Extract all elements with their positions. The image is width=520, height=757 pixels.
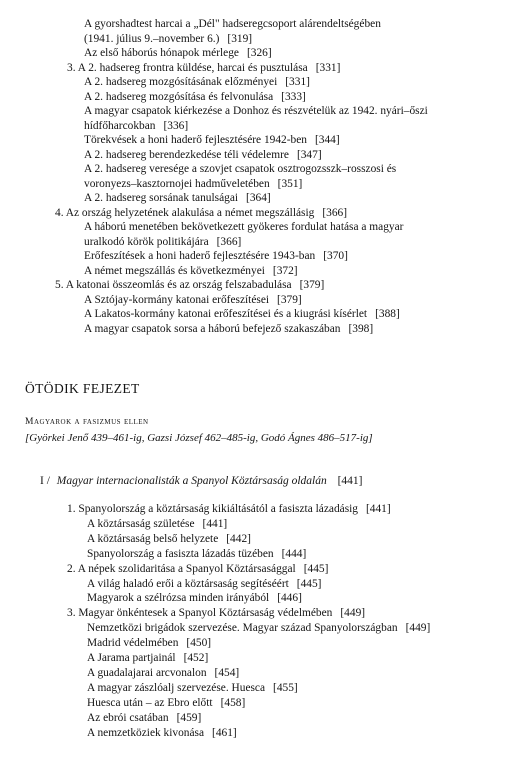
toc-entry-text: Huesca után – az Ebro előtt: [87, 696, 213, 709]
toc-entry-text: A gyorshadtest harcai a „Dél" hadseregcsoport alárendeltségében: [84, 18, 381, 30]
toc-entry: [84, 18, 389, 31]
toc-entry-page: [398]: [348, 322, 374, 335]
toc-entry-text: A német megszállás és következményei: [84, 264, 265, 277]
toc-entry: [67, 503, 391, 516]
toc-entry-text: voronyezs–kasztornojei hadműveletében: [84, 177, 270, 190]
toc-entry: [55, 207, 347, 220]
toc-entry-text: Erőfeszítések a honi haderő fejlesztésére 1943-ban: [84, 250, 316, 262]
chapter-subheading: Magyarok a fasizmus ellen: [25, 417, 149, 427]
toc-entry-page: [366]: [216, 235, 242, 248]
toc-entry: [87, 622, 430, 635]
toc-entry-text: A háború menetében bekövetkezett gyökeres fordulat hatása a magyar: [84, 221, 404, 233]
toc-entry: [84, 265, 298, 278]
toc-entry: [84, 149, 322, 162]
toc-entry: [84, 120, 188, 133]
toc-entry: [84, 134, 340, 147]
toc-entry-page: [445]: [296, 577, 322, 590]
toc-entry-page: [459]: [176, 711, 202, 724]
toc-entry-text: A köztársaság születése: [87, 517, 195, 530]
toc-entry-page: [319]: [227, 32, 253, 45]
toc-entry-text: A 2. hadsereg berendezkedése téli védelemre: [84, 148, 289, 161]
toc-entry-page: [331]: [285, 76, 310, 88]
toc-entry-page: [347]: [296, 148, 322, 161]
toc-entry-page: [344]: [314, 134, 340, 146]
toc-entry: [67, 607, 365, 620]
toc-entry-text: Madrid védelmében: [87, 637, 179, 650]
toc-entry: [87, 578, 321, 591]
toc-entry-text: Nemzetközi brigádok szervezése. Magyar század Spanyolországban: [87, 622, 398, 635]
toc-entry-text: A nemzetköziek kivonása: [87, 726, 205, 739]
toc-entry: [87, 637, 211, 650]
toc-entry: [87, 592, 302, 605]
toc-entry-page: [366]: [322, 206, 348, 219]
toc-entry-page: [370]: [323, 250, 348, 262]
toc-entry-text: A 2. hadsereg mozgósítása és felvonulása: [84, 90, 274, 103]
toc-entry-page: [333]: [281, 90, 306, 103]
toc-entry-text: 3. A 2. hadsereg frontra küldése, harcai és pusztulása: [67, 61, 308, 74]
toc-entry: [84, 294, 302, 307]
toc-entry-text: A magyar csapatok kiérkezése a Donhoz és részvételük az 1942. nyári–őszi: [84, 105, 428, 117]
toc-entry-text: 2. A népek szolidaritása a Spanyol Köztársasággal: [67, 562, 296, 575]
toc-entry-page: [461]: [212, 726, 237, 739]
toc-entry: [87, 727, 237, 740]
toc-entry-text: Az ebrói csatában: [87, 711, 169, 724]
chapter-heading: ÖTÖDIK FEJEZET: [25, 381, 140, 396]
toc-entry-text: 1. Spanyolország a köztársaság kikiáltásától a fasiszta lázadásig: [67, 503, 358, 515]
toc-entry-text: Törekvések a honi haderő fejlesztésére 1942-ben: [84, 134, 307, 146]
toc-entry-page: [449]: [405, 622, 431, 635]
toc-entry: [87, 533, 251, 546]
toc-entry: [87, 697, 245, 710]
toc-entry-text: A 2. hadsereg mozgósításának előzményei: [84, 76, 278, 88]
toc-entry-text: A guadalajarai arcvonalon: [87, 666, 207, 679]
toc-entry-text: A Jarama partjainál: [87, 652, 176, 664]
toc-entry: [87, 518, 227, 531]
toc-entry: [67, 563, 328, 576]
toc-entry-page: [455]: [273, 681, 298, 694]
toc-entry: [84, 178, 302, 191]
toc-entry-text: 3. Magyar önkéntesek a Spanyol Köztársaság védelmében: [67, 607, 333, 620]
toc-entry-text: Magyarok a szélrózsa minden irányából: [87, 592, 270, 605]
toc-entry: [87, 712, 201, 725]
part-title: [40, 475, 363, 487]
toc-entry-text: A 2. hadsereg sorsának tanulságai: [84, 192, 239, 204]
toc-entry-page: [351]: [277, 177, 303, 190]
toc-entry: [84, 91, 306, 104]
toc-entry-text: A világ haladó erői a köztársaság segítéséért: [87, 577, 289, 590]
toc-entry-page: [458]: [220, 696, 246, 709]
toc-entry-page: [441]: [366, 503, 391, 515]
part-title-text: Magyar internacionalisták a Spanyol Köztársaság oldalán: [56, 475, 327, 487]
toc-entry-page: [336]: [163, 119, 189, 132]
toc-entry-page: [446]: [277, 592, 302, 605]
toc-entry: [84, 323, 373, 336]
toc-entry-text: hídfőharcokban: [84, 119, 156, 132]
part-page-ref: [441]: [337, 475, 363, 487]
toc-entry: [55, 279, 324, 292]
toc-entry: [87, 652, 208, 665]
toc-entry-page: [372]: [272, 264, 298, 277]
toc-entry-page: [442]: [226, 532, 251, 545]
toc-entry-page: [441]: [202, 517, 228, 530]
toc-entry: [87, 548, 306, 561]
toc-entry-page: [444]: [281, 547, 307, 560]
chapter-authors: [Györkei Jenő 439–461-ig, Gazsi József 462–485-ig, Godó Ágnes 486–517-ig]: [25, 432, 373, 444]
toc-entry-page: [454]: [214, 666, 240, 679]
toc-entry-text: Spanyolország a fasiszta lázadás tüzében: [87, 547, 274, 560]
toc-entry: [87, 667, 239, 680]
toc-entry-text: uralkodó körök politikájára: [84, 235, 209, 248]
toc-entry: [84, 47, 272, 60]
toc-entry: [84, 250, 348, 263]
toc-entry: [67, 62, 340, 75]
toc-entry: [84, 105, 436, 118]
toc-entry-page: [331]: [315, 61, 341, 74]
toc-entry-text: Az első háborús hónapok mérlege: [84, 47, 239, 59]
toc-entry-text: A magyar zászlóalj szervezése. Huesca: [87, 681, 266, 694]
toc-entry: [84, 236, 241, 249]
toc-entry-page: [326]: [247, 47, 272, 59]
toc-entry-page: [449]: [340, 607, 366, 620]
toc-entry: [84, 33, 252, 46]
toc-entry-page: [379]: [299, 279, 325, 291]
toc-entry-page: [450]: [186, 637, 212, 650]
toc-entry-text: A köztársaság belső helyzete: [87, 532, 219, 545]
toc-entry-text: 5. A katonai összeomlás és az ország felszabadulása: [55, 279, 292, 291]
toc-entry-text: (1941. július 9.–november 6.): [84, 32, 220, 45]
toc-entry-page: [445]: [303, 562, 329, 575]
toc-entry-text: A 2. hadsereg veresége a szovjet csapatok osztrogozsszk–rosszosi és: [84, 163, 397, 175]
toc-entry-page: [452]: [183, 652, 209, 664]
toc-entry-page: [388]: [375, 308, 400, 320]
toc-entry: [84, 163, 404, 176]
toc-entry-page: [364]: [246, 192, 271, 204]
toc-entry-text: A Sztójay-kormány katonai erőfeszítései: [84, 293, 270, 306]
toc-entry-text: A Lakatos-kormány katonai erőfeszítései és a kiugrási kísérlet: [84, 308, 368, 320]
toc-entry-page: [379]: [277, 293, 302, 306]
toc-entry: [84, 192, 271, 205]
toc-entry: [84, 221, 411, 234]
toc-entry-text: 4. Az ország helyzetének alakulása a német megszállásig: [55, 206, 315, 219]
toc-entry: [84, 76, 310, 89]
toc-entry: [87, 682, 298, 695]
toc-entry-text: A magyar csapatok sorsa a háború befejező szakaszában: [84, 322, 341, 335]
toc-entry: [84, 308, 400, 321]
part-roman: I /: [40, 475, 50, 487]
